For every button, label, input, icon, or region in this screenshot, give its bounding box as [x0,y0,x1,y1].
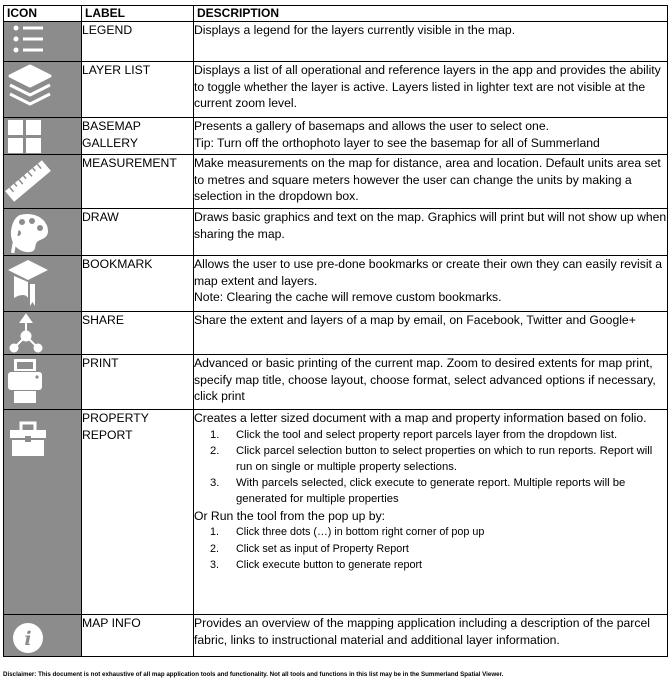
step-number: 2. [210,542,220,555]
label-basemap-line2: GALLERY [82,136,139,150]
list-item [194,524,667,541]
step-number: 3. [210,477,220,490]
icon-cell-measurement [4,155,82,209]
row-draw [4,209,668,256]
label-draw: DRAW [82,209,194,256]
step-text: Click parcel selection button to select properties on which to run reports. Report will run on single or multiple property selections. [236,444,653,473]
desc-share: Share the extent and layers of a map by email, on Facebook, Twitter and Google+ [194,312,668,355]
row-bookmark [4,256,668,312]
list-item [194,557,667,574]
list-item [194,427,667,443]
row-basemap-gallery [4,118,668,155]
property-steps-list [194,427,667,508]
desc-layer-list: Displays a list of all operational and reference layers in the app and provides the ability to toggle whether the layer is active. Layers listed in lighter text are not visible at the current zoom level. [194,62,668,118]
row-print [4,355,668,410]
desc-bookmark-text: Allows the user to use pre-done bookmarks or create their own they can easily revisit a map extent and layers. [194,257,663,288]
row-map-info [4,615,668,657]
label-print: PRINT [82,355,194,410]
share-nodes-icon [4,312,82,354]
header-icon: ICON [4,6,82,22]
label-legend: LEGEND [82,22,194,62]
header-row [4,6,668,22]
desc-bookmark [194,256,668,312]
icon-cell-map-info [4,615,82,657]
disclaimer-text: Disclaimer: This document is not exhaustive of all map application tools and functionality. Not all tools and functions in this list may be in the Summerland Spatial Viewer. [3,671,504,678]
row-measurement [4,155,668,209]
row-property-report [4,410,668,615]
icon-cell-basemap-gallery [4,118,82,155]
label-property-report [82,410,194,615]
desc-property-report [194,410,668,615]
desc-property-text: Creates a letter sized document with a map and property information based on folio. [194,411,647,425]
step-number: 1. [210,428,220,441]
icon-cell-legend [4,22,82,62]
list-item [194,475,667,507]
svg-text:i: i [24,628,32,650]
header-label: LABEL [82,6,194,22]
label-bookmark: BOOKMARK [82,256,194,312]
label-share: SHARE [82,312,194,355]
icon-cell-bookmark [4,256,82,312]
legend-list-icon [4,22,82,61]
step-number: 2. [210,444,220,457]
label-basemap-gallery [82,118,194,155]
desc-basemap-text: Presents a gallery of basemaps and allows the user to select one. [194,119,549,133]
icon-cell-property-report [4,410,82,615]
property-alt-steps-list [194,524,667,574]
label-basemap-line1: BASEMAP [82,119,141,133]
paint-palette-icon [4,209,82,255]
step-text: Click three dots (…) in bottom right corner of pop up [236,526,485,539]
desc-basemap-tip: Tip: Turn off the orthophoto layer to see the basemap for all of Summerland [194,135,600,150]
desc-print: Advanced or basic printing of the current map. Zoom to desired extents for map print, specify map title, choose layout, choose format, select advanced options if necessary, click print [194,355,668,410]
row-layer-list [4,62,668,118]
desc-draw: Draws basic graphics and text on the map. Graphics will print but will not show up when sharing the map. [194,209,668,256]
step-number: 1. [210,526,220,539]
step-text: With parcels selected, click execute to generate report. Multiple reports will be generated for multiple properties [236,477,626,506]
desc-legend: Displays a legend for the layers currently visible in the map. [194,22,668,62]
label-map-info: MAP INFO [82,615,194,657]
desc-bookmark-note: Note: Clearing the cache will remove custom bookmarks. [194,290,502,304]
info-circle-icon [4,615,82,656]
step-text: Click the tool and select property report parcels layer from the dropdown list. [236,428,618,441]
step-text: Click execute button to generate report [236,559,423,572]
desc-basemap-gallery [194,118,668,155]
row-legend [4,22,668,62]
header-description: DESCRIPTION [194,6,668,22]
icon-cell-print [4,355,82,410]
tools-table [3,5,668,657]
label-measurement: MEASUREMENT [82,155,194,209]
desc-measurement: Make measurements on the map for distance, area and location. Default units area set to metres and square meters however the user can change the units by making a selection in the dropdown box. [194,155,668,209]
label-property-line2: REPORT [82,428,133,442]
printer-icon [4,355,82,409]
label-property-line1: PROPERTY [82,411,149,425]
list-item [194,541,667,558]
list-item [194,443,667,475]
step-number: 3. [210,559,220,572]
desc-map-info: Provides an overview of the mapping application including a description of the parcel fabric, links to instructional material and additional layer information. [194,615,668,657]
toolbox-icon [4,410,82,466]
desc-property-alt-intro: Or Run the tool from the pop up by: [194,508,386,523]
step-text: Click set as input of Property Report [236,542,409,555]
icon-cell-layer-list [4,62,82,118]
ruler-icon [4,155,82,208]
layers-stack-icon [4,62,82,117]
bookmark-book-icon [4,256,82,311]
icon-cell-draw [4,209,82,256]
icon-cell-share [4,312,82,355]
row-share [4,312,668,355]
label-layer-list: LAYER LIST [82,62,194,118]
grid-squares-icon [4,118,82,154]
